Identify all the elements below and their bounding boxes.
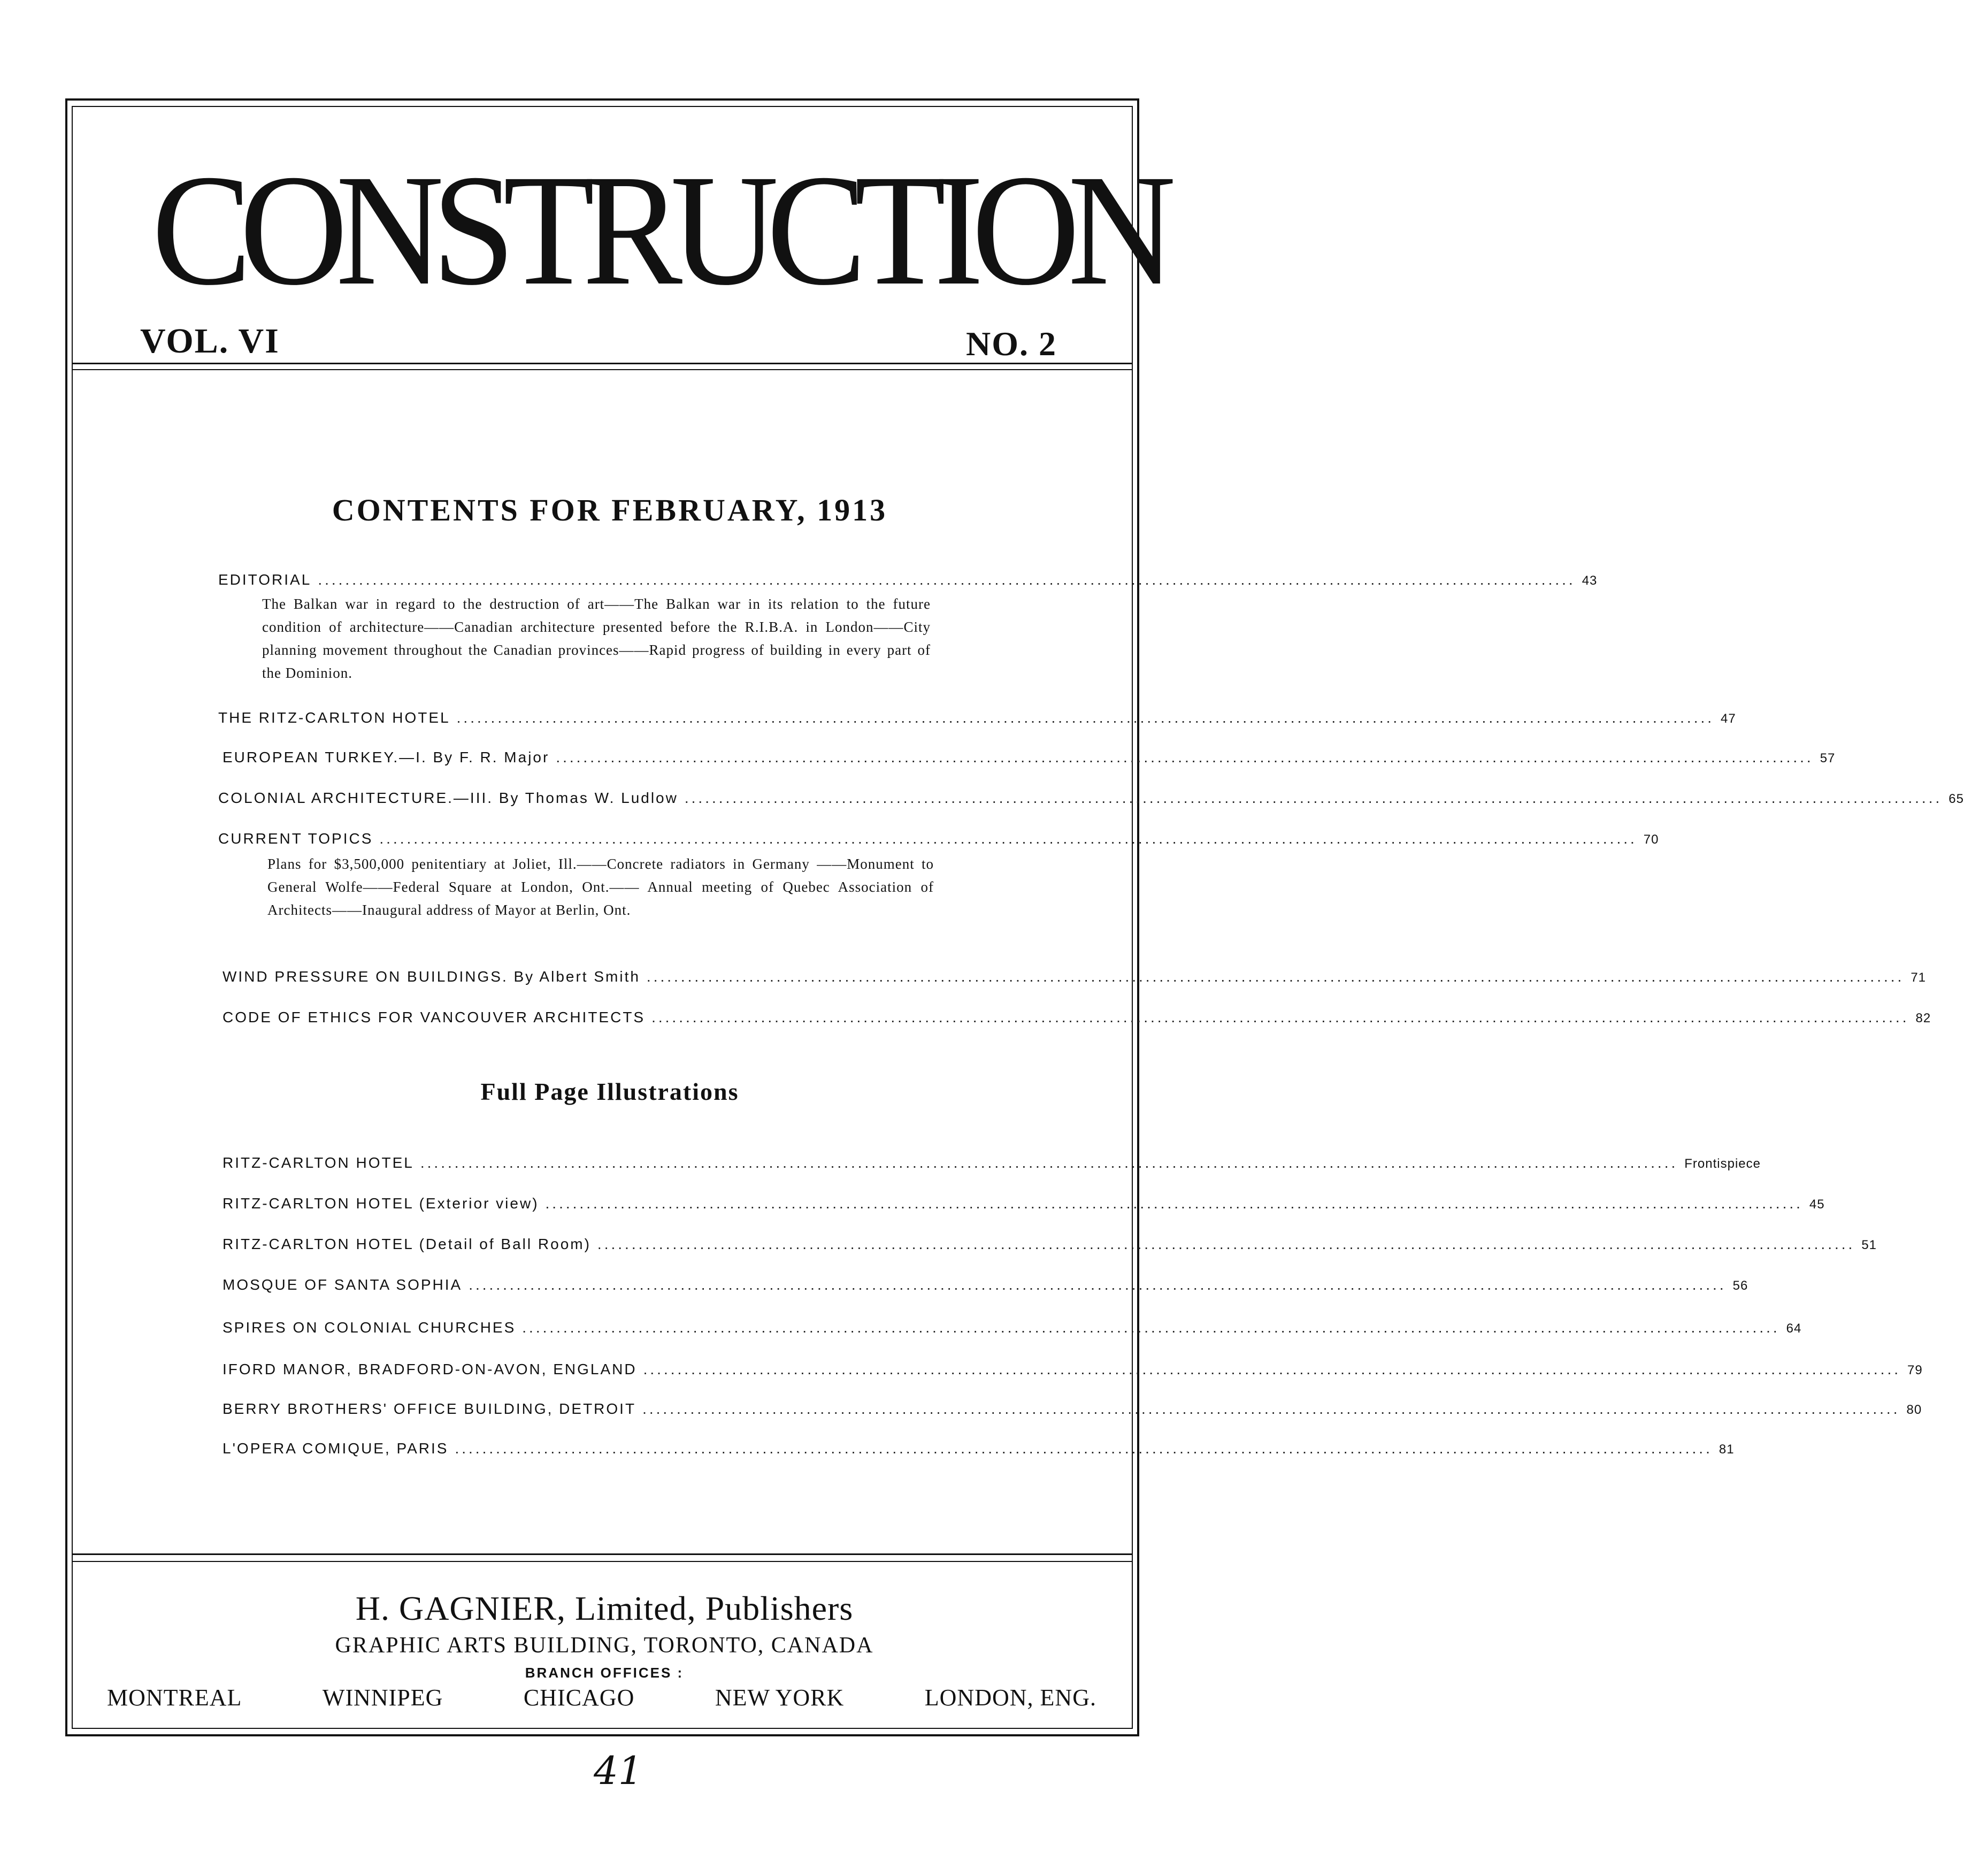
toc-entry-wind-pressure[interactable] — [223, 968, 1927, 985]
branch-city: LONDON, ENG. — [924, 1684, 1096, 1711]
illus-entry-page: 81 — [1718, 1442, 1735, 1457]
current-topics-description: Plans for $3,500,000 penitentiary at Joliet, Ill.——Concrete radiators in Germany ——Monument to General Wolfe——Federal Square at London, Ont.—— Annual meeting of Quebec Association of Architects——Inaugural address of Mayor at Berlin, Ont. — [267, 856, 934, 918]
editorial-description: The Balkan war in regard to the destruction of art——The Balkan war in its relation to the future condition of architecture——Canadian architecture presented before the R.I.B.A. in London——City planning movement throughout the Canadian provinces——Rapid progress of building in every part of the Dominion. — [262, 596, 931, 681]
footer-rule — [72, 1553, 1133, 1555]
toc-entry-title: EDITORIAL — [218, 571, 312, 588]
illus-entry-title: L'OPERA COMIQUE, PARIS — [223, 1440, 449, 1457]
illus-entry-page: 56 — [1732, 1278, 1748, 1293]
illus-entry-title: BERRY BROTHERS' OFFICE BUILDING, DETROIT — [223, 1400, 636, 1417]
toc-entry-current-topics[interactable] — [218, 830, 1659, 847]
dot-leader: ........................................................................................................................................................................................ — [651, 1009, 1909, 1025]
toc-entry-editorial[interactable] — [218, 571, 1598, 588]
toc-entry-page: 57 — [1820, 751, 1836, 765]
toc-entry-colonial-architecture[interactable] — [218, 790, 1964, 807]
illus-entry-opera-comique[interactable] — [223, 1440, 1735, 1457]
illus-entry-page: 51 — [1861, 1238, 1877, 1252]
dot-leader: ........................................................................................................................................................................................ — [642, 1400, 1900, 1417]
dot-leader: ........................................................................................................................................................................................ — [455, 1440, 1713, 1457]
illus-entry-ritz-exterior[interactable] — [223, 1195, 1825, 1212]
illus-entry-berry-brothers[interactable] — [223, 1400, 1922, 1418]
illus-entry-title: RITZ-CARLTON HOTEL (Exterior view) — [223, 1195, 539, 1212]
toc-entry-title: CODE OF ETHICS FOR VANCOUVER ARCHITECTS — [223, 1009, 646, 1025]
branch-city: WINNIPEG — [322, 1684, 443, 1711]
footer-rule-thin — [72, 1561, 1133, 1562]
contents-heading: CONTENTS FOR FEBRUARY, 1913 — [332, 493, 888, 527]
dot-leader: ........................................................................................................................................................................................ — [545, 1195, 1803, 1212]
illus-entry-page: 64 — [1786, 1321, 1802, 1336]
toc-entry-page: 43 — [1582, 573, 1598, 588]
illus-entry-title: IFORD MANOR, BRADFORD-ON-AVON, ENGLAND — [223, 1361, 637, 1377]
toc-entry-code-of-ethics[interactable] — [223, 1009, 1931, 1026]
illus-entry-title: RITZ-CARLTON HOTEL (Detail of Ball Room) — [223, 1236, 591, 1252]
publisher-address: GRAPHIC ARTS BUILDING, TORONTO, CANADA — [335, 1633, 874, 1658]
dot-leader: ........................................................................................................................................................................................ — [597, 1236, 1855, 1252]
masthead-rule — [72, 363, 1133, 364]
dot-leader: ........................................................................................................................................................................................ — [456, 709, 1715, 726]
toc-entry-title: COLONIAL ARCHITECTURE.—III. By Thomas W. Ludlow — [218, 790, 678, 806]
illus-entry-ritz-ballroom[interactable] — [223, 1236, 1877, 1253]
illus-entry-page: 45 — [1809, 1197, 1825, 1212]
dot-leader: ........................................................................................................................................................................................ — [469, 1276, 1727, 1293]
toc-entry-title: EUROPEAN TURKEY.—I. By F. R. Major — [223, 749, 550, 765]
illus-entry-santa-sophia[interactable] — [223, 1276, 1748, 1293]
volume-label: VOL. VI — [140, 321, 280, 361]
illus-entry-page: 79 — [1907, 1363, 1923, 1377]
illus-entry-page: 80 — [1906, 1403, 1922, 1417]
illus-entry-page: Frontispiece — [1684, 1157, 1761, 1171]
toc-entry-page: 47 — [1721, 711, 1736, 726]
toc-entry-page: 71 — [1911, 970, 1927, 985]
toc-entry-page: 82 — [1915, 1011, 1931, 1025]
issue-number: NO. 2 — [966, 325, 1057, 363]
illus-entry-title: RITZ-CARLTON HOTEL — [223, 1154, 414, 1171]
toc-entry-european-turkey[interactable] — [223, 749, 1836, 766]
illus-entry-title: MOSQUE OF SANTA SOPHIA — [223, 1276, 463, 1293]
dot-leader: ........................................................................................................................................................................................ — [522, 1319, 1780, 1336]
toc-entry-title: CURRENT TOPICS — [218, 830, 373, 847]
toc-entry-page: 65 — [1948, 792, 1964, 806]
masthead-title: CONSTRUCTION — [151, 142, 1164, 318]
branch-offices-label: BRANCH OFFICES : — [525, 1665, 684, 1681]
dot-leader: ........................................................................................................................................................................................ — [420, 1154, 1678, 1171]
toc-entry-ritz-carlton[interactable] — [218, 709, 1736, 726]
branch-city: CHICAGO — [523, 1684, 635, 1711]
toc-entry-page: 70 — [1643, 832, 1659, 847]
handwritten-page-number: 41 — [594, 1748, 643, 1793]
illus-entry-title: SPIRES ON COLONIAL CHURCHES — [223, 1319, 516, 1336]
toc-entry-title: WIND PRESSURE ON BUILDINGS. By Albert Smith — [223, 968, 640, 985]
masthead-rule-thin — [72, 369, 1133, 370]
dot-leader: ........................................................................................................................................................................................ — [379, 830, 1637, 847]
branch-cities — [107, 1684, 1096, 1711]
illustrations-heading: Full Page Illustrations — [480, 1078, 739, 1105]
dot-leader: ........................................................................................................................................................................................ — [684, 790, 1943, 806]
dot-leader: ........................................................................................................................................................................................ — [556, 749, 1814, 765]
dot-leader: ........................................................................................................................................................................................ — [646, 968, 1905, 985]
illus-entry-colonial-spires[interactable] — [223, 1319, 1802, 1336]
illus-entry-iford-manor[interactable] — [223, 1361, 1923, 1378]
dot-leader: ........................................................................................................................................................................................ — [643, 1361, 1901, 1377]
toc-entry-title: THE RITZ-CARLTON HOTEL — [218, 709, 450, 726]
branch-city: MONTREAL — [107, 1684, 242, 1711]
branch-city: NEW YORK — [715, 1684, 845, 1711]
dot-leader: ........................................................................................................................................................................................ — [318, 571, 1576, 588]
publisher-name: H. GAGNIER, Limited, Publishers — [355, 1589, 854, 1627]
illus-entry-ritz-frontispiece[interactable] — [223, 1154, 1761, 1171]
